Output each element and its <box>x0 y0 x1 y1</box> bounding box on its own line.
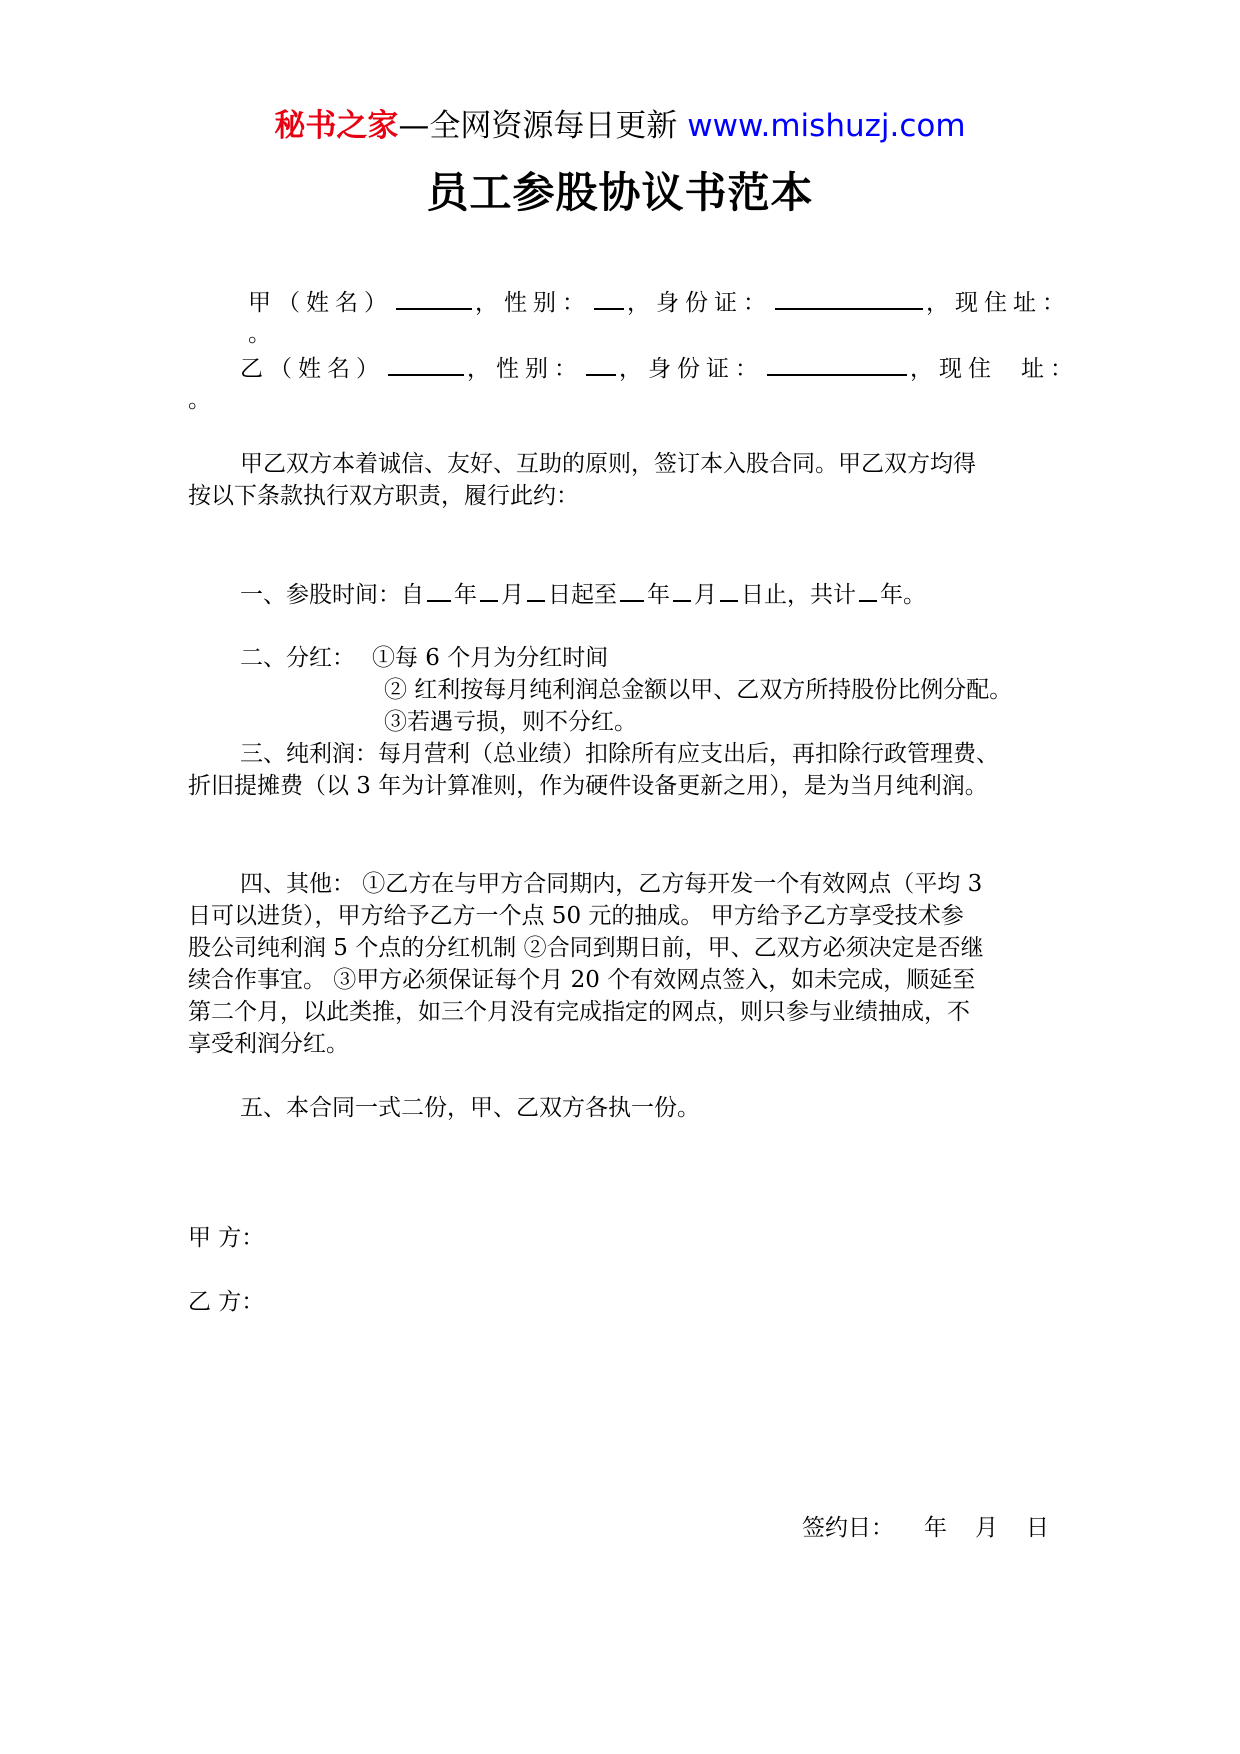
clause-1 <box>240 578 926 611</box>
site-brand: 秘书之家 <box>274 108 399 144</box>
party-a-name-blank <box>396 286 472 310</box>
clause-1-start-day-blank <box>527 578 545 602</box>
party-b-label: 乙（姓名） <box>240 356 385 382</box>
party-b-signature-label: 乙 方： <box>188 1289 265 1315</box>
clause-2-item-3: ③若遇亏损，则不分红。 <box>384 709 637 735</box>
clause-4-line-2: 日可以进货），甲方给予乙方一个点 50 元的抽成。 甲方给予乙方享受技术参 <box>188 903 964 929</box>
clause-2-label: 二、分红： <box>240 645 355 671</box>
clause-3-line-2: 折旧提摊费（以 3 年为计算准则，作为硬件设备更新之用），是为当月纯利润。 <box>188 773 988 799</box>
party-b-name-blank <box>388 352 464 376</box>
clause-1-end-day-blank <box>720 578 738 602</box>
party-b-line <box>240 352 1079 385</box>
clause-4-line-1: 四、其他： ①乙方在与甲方合同期内，乙方每开发一个有效网点（平均 3 <box>240 871 983 897</box>
party-a-label: 甲（姓名） <box>248 290 393 316</box>
clause-1-end-year-label: 年 <box>647 582 670 608</box>
clause-2-item-2: ② 红利按每月纯利润总金额以甲、乙双方所持股份比例分配。 <box>384 677 1013 703</box>
clause-1-end-month-blank <box>673 578 691 602</box>
clause-4-line-3: 股公司纯利润 5 个点的分红机制 ②合同到期日前，甲、乙双方必须决定是否继 <box>188 935 984 961</box>
clause-1-total-label: 日止，共计 <box>741 582 856 608</box>
party-a-line <box>248 286 1071 319</box>
clause-1-years-label: 年。 <box>880 582 926 608</box>
sign-date-month: 月 <box>975 1515 998 1541</box>
clause-4-line-5: 第二个月，以此类推，如三个月没有完成指定的网点，则只参与业绩抽成，不 <box>188 999 970 1025</box>
party-a-gender-label: ，性别： <box>475 290 591 316</box>
clause-2-item-1: ①每 6 个月为分红时间 <box>372 645 609 671</box>
intro-line-2: 按以下条款执行双方职责，履行此约： <box>188 483 579 509</box>
clause-5: 五、本合同一式二份，甲、乙双方各执一份。 <box>240 1095 700 1121</box>
clause-1-end-year-blank <box>620 578 644 602</box>
clause-1-total-years-blank <box>859 578 877 602</box>
clause-1-year-label: 年 <box>454 582 477 608</box>
clause-1-start-month-blank <box>480 578 498 602</box>
party-b-gender-blank <box>586 352 616 376</box>
sign-date-day: 日 <box>1026 1515 1049 1541</box>
intro-line-1: 甲乙双方本着诚信、友好、互助的原则，签订本入股合同。甲乙双方均得 <box>240 451 976 477</box>
sign-date-label: 签约日： <box>802 1515 894 1541</box>
site-tagline: —全网资源每日更新 <box>398 108 678 144</box>
sign-date-line <box>802 1512 1049 1544</box>
party-a-id-blank <box>775 286 923 310</box>
party-a-line-end: 。 <box>248 321 271 347</box>
clause-4-line-4: 续合作事宜。 ③甲方必须保证每个月 20 个有效网点签入，如未完成，顺延至 <box>188 967 976 993</box>
document-title: 员工参股协议书范本 <box>426 168 814 217</box>
site-header <box>0 100 1240 145</box>
clause-1-to-label: 日起至 <box>548 582 617 608</box>
site-url-link[interactable]: www.mishuzj.com <box>687 108 966 144</box>
clause-4-line-6: 享受利润分红。 <box>188 1031 349 1057</box>
party-a-signature-label: 甲 方： <box>188 1225 265 1251</box>
party-a-address-label: ，现住址： <box>926 290 1071 316</box>
party-b-address-label-1: ，现住 <box>910 356 997 382</box>
party-a-gender-blank <box>594 286 624 310</box>
sign-date-year: 年 <box>924 1515 947 1541</box>
clause-1-from-label: 一、参股时间：自 <box>240 582 424 608</box>
party-b-id-blank <box>767 352 907 376</box>
party-b-gender-label: ，性别： <box>467 356 583 382</box>
party-b-line-end: 。 <box>188 387 211 413</box>
party-a-id-label: ，身份证： <box>627 290 772 316</box>
clause-1-end-month-label: 月 <box>694 582 717 608</box>
party-b-id-label: ，身份证： <box>619 356 764 382</box>
clause-3-line-1: 三、纯利润：每月营利（总业绩）扣除所有应支出后，再扣除行政管理费、 <box>240 741 999 767</box>
clause-1-month-label: 月 <box>501 582 524 608</box>
party-b-address-label-2: 址： <box>1021 356 1079 382</box>
clause-1-start-year-blank <box>427 578 451 602</box>
